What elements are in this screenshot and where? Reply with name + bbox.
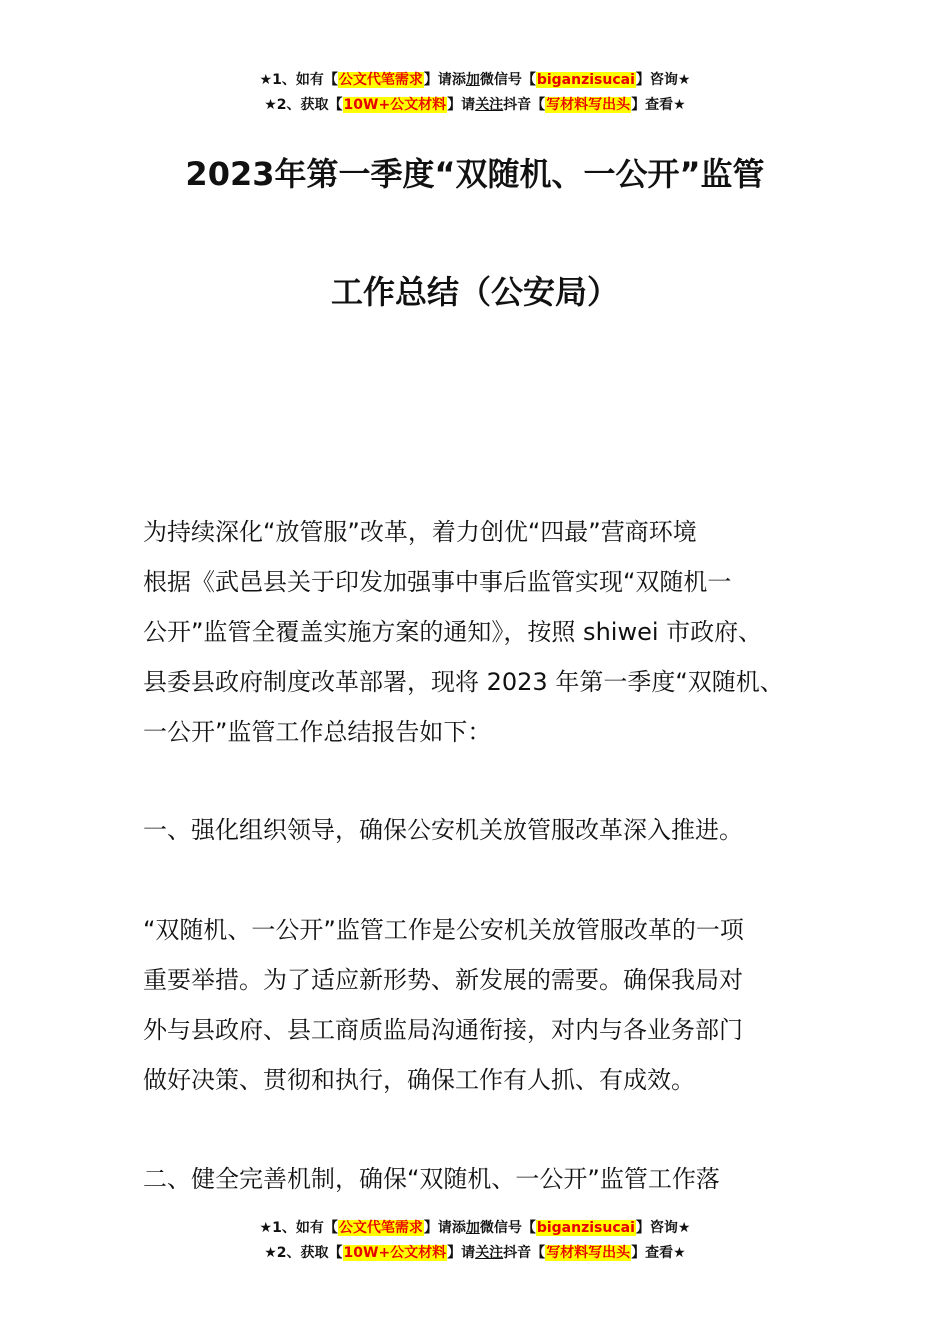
paragraph-line: 为持续深化“放管服”改革，着力创优“四最”营商环境 (143, 518, 697, 546)
banner-text: 】咨询★ (635, 72, 691, 88)
footer-banner (0, 1216, 950, 1266)
banner-highlight: 写材料写出头 (546, 97, 631, 113)
paragraph-line: 一公开”监管工作总结报告如下： (143, 718, 492, 746)
paragraph-line: 做好决策、贯彻和执行，确保工作有人抓、有成效。 (143, 1066, 695, 1094)
section-heading-2 (143, 1154, 818, 1204)
banner-highlight: 10W+公文材料 (343, 1245, 447, 1261)
banner-underlined-text: 关注 (475, 97, 504, 113)
banner-line-1 (0, 68, 950, 93)
banner-text: ★1、如有【 (259, 1220, 338, 1236)
banner-line-1 (0, 1216, 950, 1241)
banner-text: ★2、获取【 (264, 1245, 343, 1261)
banner-text: 抖音【 (503, 1245, 546, 1261)
paragraph-line: 公开”监管全覆盖实施方案的通知》，按照 shiwei 市政府、 (143, 618, 763, 646)
banner-text: ★2、获取【 (264, 97, 343, 113)
section-heading-1 (143, 805, 818, 855)
banner-underlined-text: 加 (465, 72, 480, 88)
header-banner (0, 68, 950, 118)
banner-text: 】查看★ (631, 97, 686, 113)
banner-text: 】查看★ (631, 1245, 686, 1261)
paragraph-line: 县委县政府制度改革部署，现将 2023 年第一季度“双随机、 (143, 668, 784, 696)
banner-text: 】请添 (423, 1220, 466, 1236)
paragraph-section-1 (143, 905, 818, 1105)
banner-underlined-text: 加 (465, 1220, 480, 1236)
banner-text: 】请 (447, 97, 476, 113)
paragraph-intro (143, 507, 818, 757)
banner-highlight: biganzisucai (536, 72, 635, 88)
banner-line-2 (0, 93, 950, 118)
banner-text: 】请 (447, 1245, 476, 1261)
paragraph-line: “双随机、一公开”监管工作是公安机关放管服改革的一项 (143, 916, 744, 944)
paragraph-line: 外与县政府、县工商质监局沟通衔接，对内与各业务部门 (143, 1016, 743, 1044)
heading-line: 二、健全完善机制，确保“双随机、一公开”监管工作落 (143, 1165, 720, 1193)
paragraph-line: 根据《武邑县关于印发加强事中事后监管实现“双随机一 (143, 568, 732, 596)
banner-underlined-text: 关注 (475, 1245, 504, 1261)
banner-text: ★1、如有【 (259, 72, 338, 88)
document-title-line-2: 工作总结（公安局） (330, 273, 619, 311)
banner-highlight: 10W+公文材料 (343, 97, 447, 113)
document-title-line-1: 2023年第一季度“双随机、一公开”监管 (185, 155, 765, 193)
banner-highlight: 写材料写出头 (546, 1245, 631, 1261)
paragraph-line: 重要举措。为了适应新形势、新发展的需要。确保我局对 (143, 966, 743, 994)
banner-text: 】咨询★ (635, 1220, 691, 1236)
heading-line: 一、强化组织领导，确保公安机关放管服改革深入推进。 (143, 816, 743, 844)
banner-highlight: 公文代笔需求 (338, 72, 423, 88)
banner-highlight: 公文代笔需求 (338, 1220, 423, 1236)
banner-text: 】请添 (423, 72, 466, 88)
banner-text: 抖音【 (503, 97, 546, 113)
banner-text: 微信号【 (479, 72, 536, 88)
banner-line-2 (0, 1241, 950, 1266)
banner-text: 微信号【 (479, 1220, 536, 1236)
banner-highlight: biganzisucai (536, 1220, 635, 1236)
